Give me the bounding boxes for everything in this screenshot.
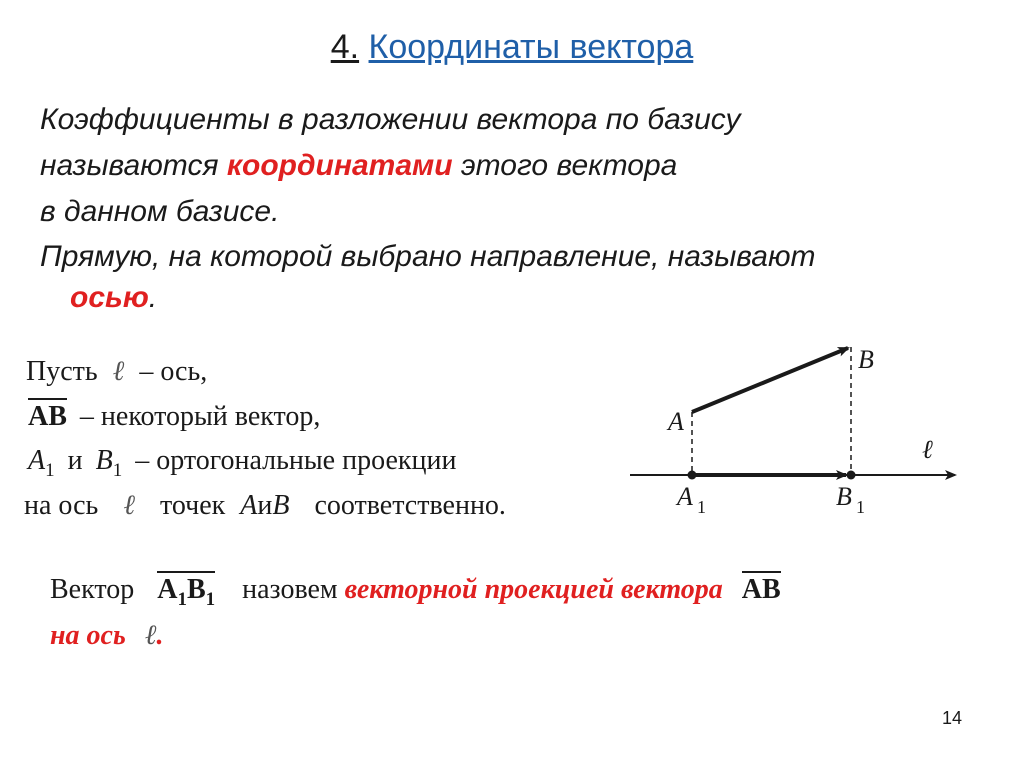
setup-line-1 xyxy=(26,356,207,388)
setup-line-3 xyxy=(28,445,457,481)
definition-line-2-before: называются xyxy=(40,149,227,182)
point-b: B xyxy=(272,490,290,521)
on-axis-highlight: на ось xyxy=(50,620,126,651)
point-a1-dot xyxy=(688,471,697,480)
term-vector-projection: векторной проекцией вектора xyxy=(344,574,723,605)
axis-definition-end: . xyxy=(148,281,158,314)
label-b1: B xyxy=(836,482,852,511)
label-ell: ℓ xyxy=(922,435,933,464)
definition-line-2 xyxy=(40,149,677,183)
vector-ab-arrow xyxy=(692,348,848,412)
conclusion-line-2 xyxy=(50,620,163,652)
setup-line-4 xyxy=(24,490,506,522)
let-word: Пусть xyxy=(26,356,98,387)
point-b1: B xyxy=(95,445,113,476)
a1b1-a: A xyxy=(157,574,178,605)
page-number: 14 xyxy=(942,708,963,728)
projection-diagram xyxy=(620,330,970,530)
vector-a1b1 xyxy=(157,571,216,610)
definition-line-2-after: этого вектора xyxy=(452,149,678,182)
and-word: и xyxy=(67,445,83,476)
projection-text: – ортогональные проекции xyxy=(135,445,457,476)
vector-text: – некоторый вектор, xyxy=(79,401,321,432)
label-a: A xyxy=(668,407,684,436)
and-word-2: и xyxy=(257,490,273,521)
a1b1-b-sub: 1 xyxy=(205,589,216,610)
definition-line-3: в данном базисе. xyxy=(40,195,280,228)
title-number: 4. xyxy=(330,28,360,66)
point-a1: A xyxy=(28,445,46,476)
ell-symbol-2: ℓ xyxy=(123,490,135,521)
definition-line-1: Коэффициенты в разложении вектора по базису xyxy=(40,103,741,136)
label-a1: A xyxy=(677,482,693,511)
point-b1-dot xyxy=(847,471,856,480)
axis-definition-line-2 xyxy=(70,281,157,315)
label-b1-sub: 1 xyxy=(856,497,865,517)
point-a1-sub: 1 xyxy=(45,460,55,481)
term-coordinates: координатами xyxy=(226,149,453,182)
term-axis: осью xyxy=(70,281,149,314)
a1b1-a-sub: 1 xyxy=(177,589,187,610)
conclusion-dot: . xyxy=(156,620,164,651)
vector-ab-2: AB xyxy=(742,571,781,605)
points-text: точек xyxy=(159,490,226,521)
setup-line-2 xyxy=(28,401,320,433)
respectively-text: соответственно. xyxy=(314,490,506,521)
title-text: Координаты вектора xyxy=(368,28,694,66)
conclusion-line-1 xyxy=(50,574,781,610)
a1b1-b: B xyxy=(186,574,206,605)
axis-text: – ось, xyxy=(139,356,208,387)
label-a1-sub: 1 xyxy=(697,497,706,517)
label-b: B xyxy=(858,345,874,374)
ell-symbol: ℓ xyxy=(112,356,125,387)
axis-definition-line-1: Прямую, на которой выбрано направление, называют xyxy=(40,240,816,273)
page-title xyxy=(0,28,1024,67)
call-word: назовем xyxy=(242,574,338,605)
point-a: A xyxy=(240,490,258,521)
vector-word: Вектор xyxy=(50,574,135,605)
point-b1-sub: 1 xyxy=(112,460,123,481)
vector-ab: AB xyxy=(28,398,67,432)
ell-symbol-3: ℓ xyxy=(144,620,157,651)
on-axis-text: на ось xyxy=(24,490,99,521)
